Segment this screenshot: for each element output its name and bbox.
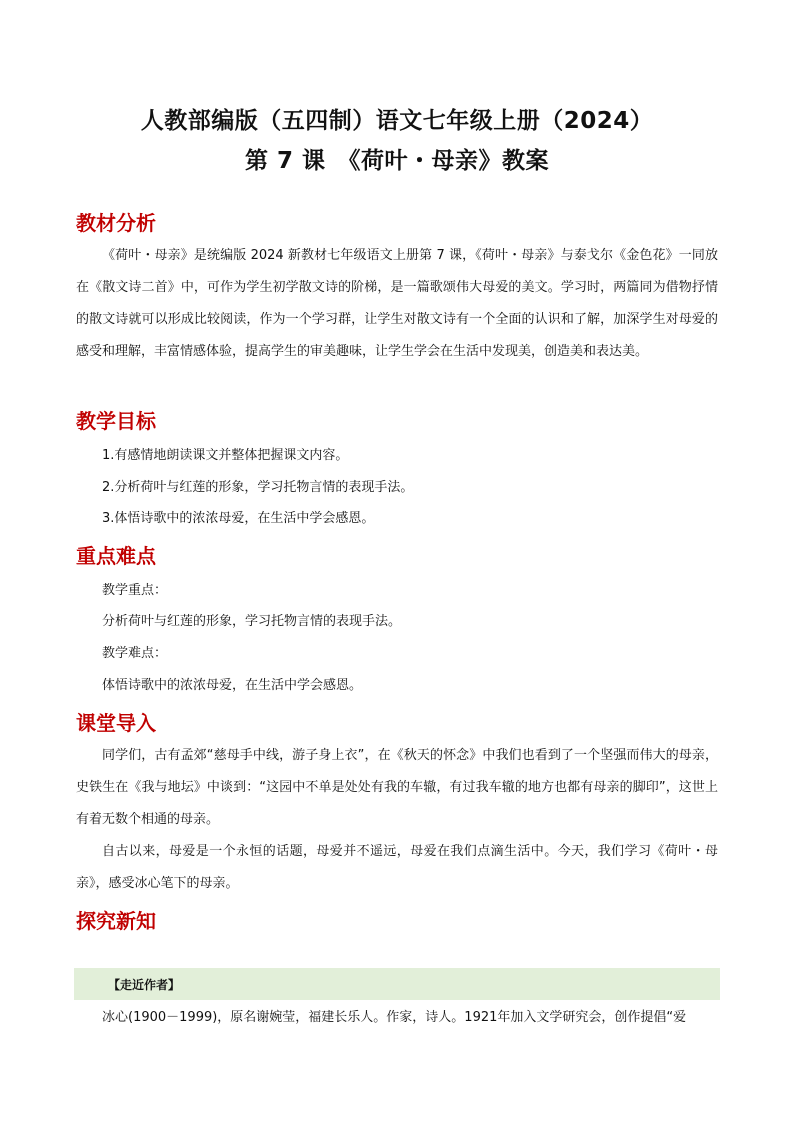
author-section-box	[74, 968, 720, 1000]
document-title-line2: 第 7 课 《荷叶・母亲》教案	[244, 148, 550, 174]
section-heading-analysis: 教材分析	[76, 211, 156, 235]
intro-paragraph-2: 自古以来，母爱是一个永恒的话题，母爱并不遥远，母爱在我们点滴生活中。今天，我们学习《荷叶・母亲》，感受冰心笔下的母亲。	[76, 844, 718, 891]
difficulty-text: 体悟诗歌中的浓浓母爱，在生活中学会感恩。	[102, 678, 363, 693]
document-title-line1: 人教部编版（五四制）语文七年级上册（2024）	[140, 108, 654, 134]
section-heading-key-points: 重点难点	[76, 544, 156, 568]
analysis-paragraph: 《荷叶・母亲》是统编版 2024 新教材七年级语文上册第 7 课，《荷叶・母亲》与泰戈尔《金色花》一同放在《散文诗二首》中，可作为学生初学散文诗的阶梯，是一篇歌颂伟大母爱的美文。学习时，两篇同为借物抒情的散文诗就可以形成比较阅读，作为一个学习群，让学生对散文诗有一个全面的认识和了解，加深学生对母爱的感受和理解，丰富情感体验，提高学生的审美趣味，让学生学会在生活中发现美，创造美和表达美。	[76, 248, 718, 359]
focus-label: 教学重点：	[102, 583, 168, 598]
goal-item: 2.分析荷叶与红莲的形象，学习托物言情的表现手法。	[102, 480, 414, 495]
goal-item: 1.有感情地朗读课文并整体把握课文内容。	[102, 448, 349, 463]
focus-text: 分析荷叶与红莲的形象，学习托物言情的表现手法。	[102, 614, 402, 629]
section-heading-explore: 探究新知	[76, 909, 156, 933]
section-heading-intro: 课堂导入	[76, 711, 156, 735]
section-heading-goals: 教学目标	[76, 409, 156, 433]
goal-item: 3.体悟诗歌中的浓浓母爱，在生活中学会感恩。	[102, 511, 375, 526]
intro-paragraph-1: 同学们，古有孟郊“慈母手中线，游子身上衣”，在《秋天的怀念》中我们也看到了一个坚强而伟大的母亲，史铁生在《我与地坛》中谈到：“这园中不单是处处有我的车辙，有过我车辙的地方也都有母亲的脚印”，这世上有着无数个相通的母亲。	[76, 748, 718, 827]
difficulty-label: 教学难点：	[102, 646, 168, 661]
author-section-label: 【走近作者】	[108, 978, 181, 992]
author-paragraph: 冰心(1900－1999)，原名谢婉莹，福建长乐人。作家，诗人。1921年加入文学研究会，创作提倡“爱	[102, 1010, 687, 1025]
